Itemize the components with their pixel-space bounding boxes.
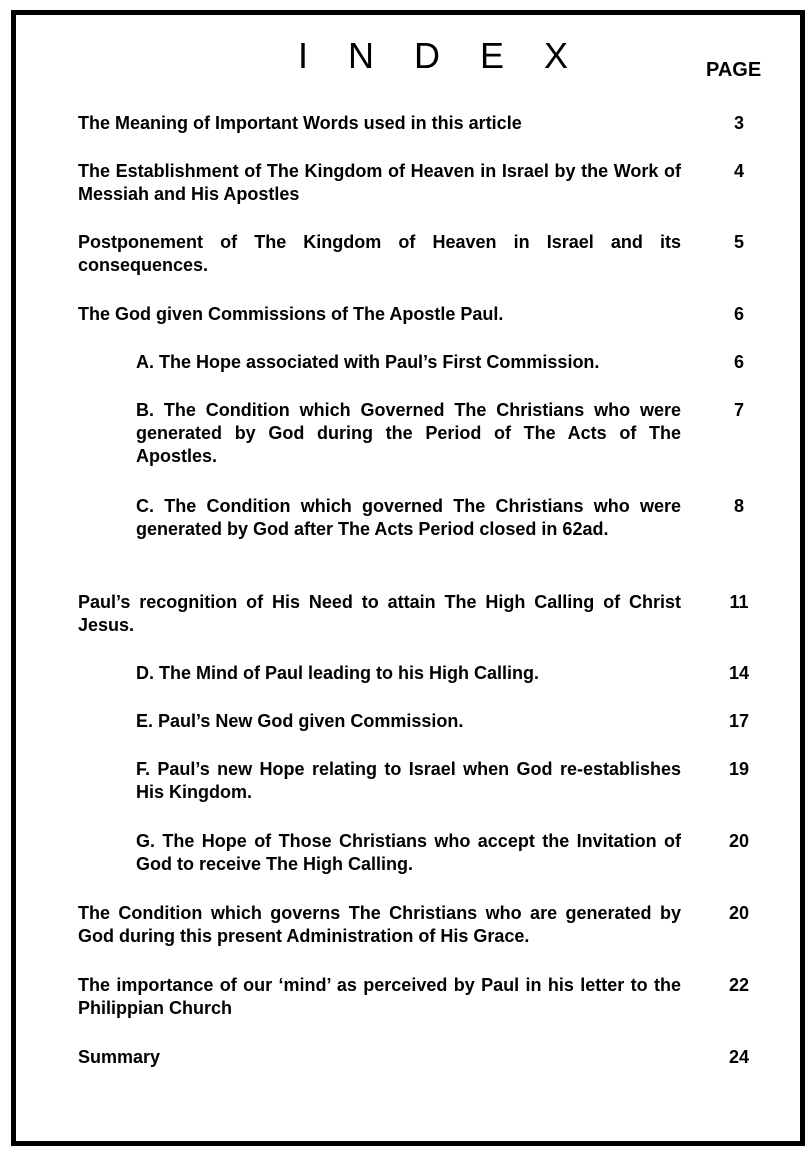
entry-title: The God given Commissions of The Apostle Paul.: [78, 304, 504, 324]
subentry-title: C. The Condition which governed The Christians who were generated by God after The Acts Period closed in 62ad.: [136, 496, 681, 539]
entry-page-number: 3: [733, 113, 744, 133]
entry-page-number: 6: [733, 352, 744, 372]
entry-title: Summary: [78, 1047, 161, 1067]
index-title: I N D E X: [298, 35, 584, 76]
entry-title: The Condition which governs The Christians who are generated by God during this present Administration of His Grace.: [78, 903, 681, 946]
subentry-title: F. Paul’s new Hope relating to Israel when God re-establishes His Kingdom.: [136, 759, 681, 802]
entry-page-number: 5: [733, 232, 744, 252]
entry-page-number: 4: [733, 161, 744, 181]
entry-page-number: 17: [728, 711, 750, 731]
entry-page-number: 7: [733, 400, 744, 420]
entry-page-number: 19: [728, 759, 750, 779]
page-column-header: PAGE: [706, 59, 762, 81]
entry-title: Paul’s recognition of His Need to attain The High Calling of Christ Jesus.: [78, 592, 681, 635]
entry-page-number: 20: [728, 903, 750, 923]
subentry-title: A. The Hope associated with Paul’s First Commission.: [136, 352, 600, 372]
subentry-title: G. The Hope of Those Christians who accept the Invitation of God to receive The High Calling.: [136, 831, 681, 874]
entry-page-number: 14: [728, 663, 750, 683]
subentry-title: B. The Condition which Governed The Christians who were generated by God during the Period of The Acts of The Apostles.: [136, 400, 681, 466]
entry-title: Postponement of The Kingdom of Heaven in Israel and its consequences.: [78, 232, 681, 275]
entry-title: The importance of our ‘mind’ as perceived by Paul in his letter to the Philippian Church: [78, 975, 681, 1018]
entry-title: The Establishment of The Kingdom of Heaven in Israel by the Work of Messiah and His Apostles: [78, 161, 681, 204]
subentry-title: D. The Mind of Paul leading to his High Calling.: [136, 663, 539, 683]
entry-page-number: 6: [733, 304, 744, 324]
entry-title: The Meaning of Important Words used in this article: [78, 113, 522, 133]
entry-page-number: 8: [733, 496, 744, 516]
entry-page-number: 20: [728, 831, 750, 851]
entry-page-number: 22: [728, 975, 750, 995]
entry-page-number: 24: [728, 1047, 750, 1067]
entry-page-number: 11: [729, 592, 749, 612]
subentry-title: E. Paul’s New God given Commission.: [136, 711, 464, 731]
